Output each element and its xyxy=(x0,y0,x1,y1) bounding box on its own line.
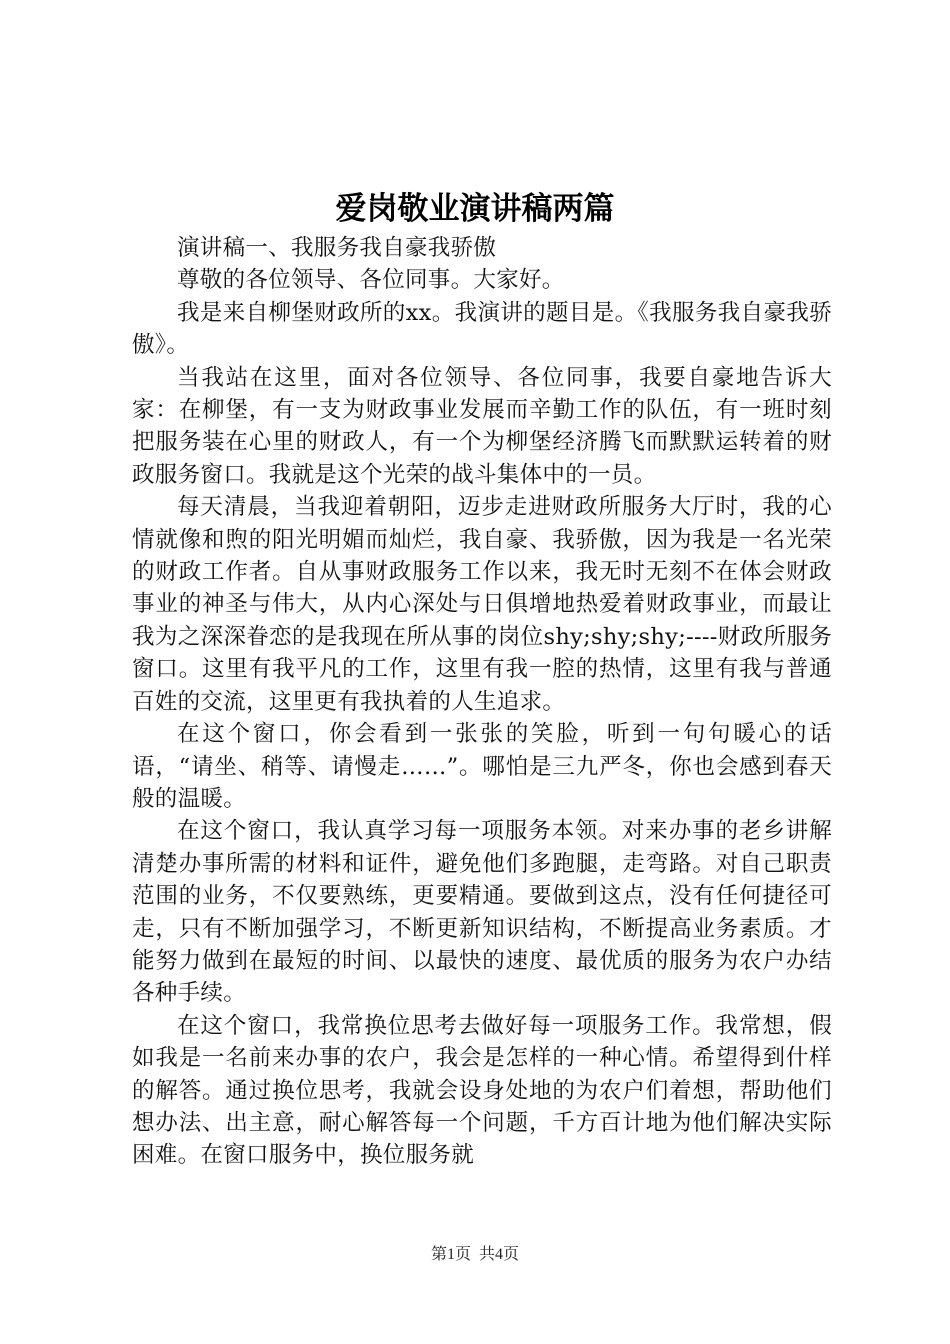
paragraph: 在这个窗口，你会看到一张张的笑脸，听到一句句暖心的话语，“请坐、稍等、请慢走……”。哪怕是三九严冬，你也会感到春天般的温暖。 xyxy=(132,721,832,812)
document-title: 爱岗敬业演讲稿两篇 xyxy=(335,191,615,227)
paragraph: 每天清晨，当我迎着朝阳，迈步走进财政所服务大厅时，我的心情就像和煦的阳光明媚而灿烂，我自豪、我骄傲，因为我是一名光荣的财政工作者。自从事财政服务工作以来，我无时无刻不在体会财政事业的神圣与伟大，从内心深处与日俱增地热爱着财政事业，而最让我为之深深眷恋的是我现在所从事的岗位shy;shy;shy;----财政所服务窗口。这里有我平凡的工作，这里有我一腔的热情，这里有我与普通百姓的交流，这里更有我执着的人生追求。 xyxy=(132,494,832,715)
page-number: 第1页 共4页 xyxy=(430,1246,519,1263)
paragraph: 在这个窗口，我认真学习每一项服务本领。对来办事的老乡讲解清楚办事所需的材料和证件，避免他们多跑腿，走弯路。对自己职责范围的业务，不仅要熟练，更要精通。要做到这点，没有任何捷径可走，只有不断加强学习，不断更新知识结构，不断提高业务素质。才能努力做到在最短的时间、以最快的速度、最优质的服务为农户办结各种手续。 xyxy=(132,818,832,1007)
paragraph-intro: 我是来自柳堡财政所的xx。我演讲的题目是。《我服务我自豪我骄傲》。 xyxy=(132,299,832,359)
paragraph-subtitle: 演讲稿一、我服务我自豪我骄傲 xyxy=(177,235,497,261)
paragraph: 当我站在这里，面对各位领导、各位同事，我要自豪地告诉大家：在柳堡，有一支为财政事业发展而辛勤工作的队伍，有一班时刻把服务装在心里的财政人，有一个为柳堡经济腾飞而默默运转着的财政服务窗口。我就是这个光荣的战斗集体中的一员。 xyxy=(132,364,832,488)
paragraph: 在这个窗口，我常换位思考去做好每一项服务工作。我常想，假如我是一名前来办事的农户，我会是怎样的一种心情。希望得到什样的解答。通过换位思考，我就会设身处地的为农户们着想，帮助他们想办法、出主意，耐心解答每一个问题，千方百计地为他们解决实际困难。在窗口服务中，换位服务就 xyxy=(132,1012,832,1169)
paragraph-greeting: 尊敬的各位领导、各位同事。大家好。 xyxy=(177,267,565,294)
page-footer xyxy=(0,1244,950,1266)
document-body xyxy=(132,232,832,1172)
